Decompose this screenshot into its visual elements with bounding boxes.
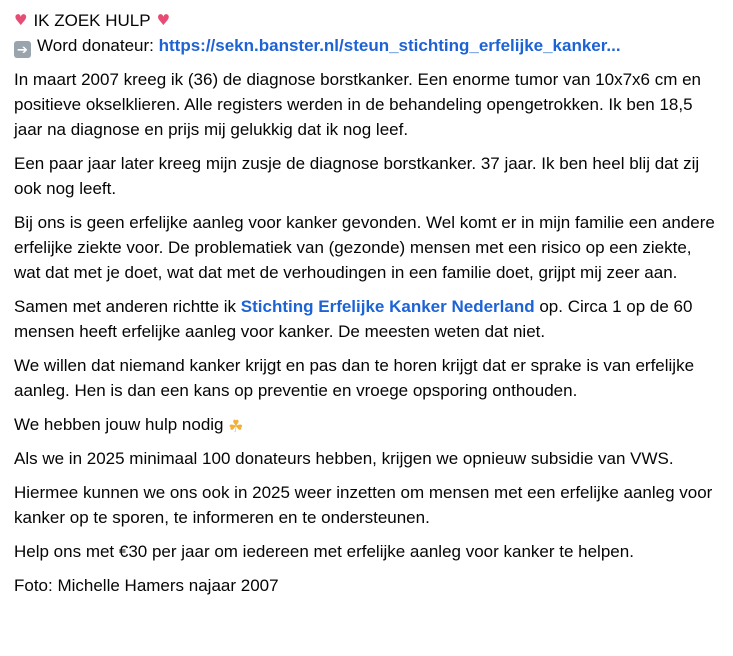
paragraph-mission: Hiermee kunnen we ons ook in 2025 weer inzetten om mensen met een erfelijke aanleg voor kanker op te sporen, te informeren en te ondersteunen. xyxy=(14,483,713,527)
foundation-text-after: op. Circa 1 op de 60 mensen heeft erfelijke aanleg voor kanker. De meesten weten dat niet. xyxy=(14,297,693,341)
heart-icon: ♥ xyxy=(156,11,171,29)
paragraph-photo-credit: Foto: Michelle Hamers najaar 2007 xyxy=(14,576,279,595)
paragraph-foundation xyxy=(14,294,719,344)
paragraph-help xyxy=(14,412,719,437)
paragraph-goal: We willen dat niemand kanker krijgt en pas dan te horen krijgt dat er sprake is van erfelijke aanleg. Hen is dan een kans op preventie en vroege opsporing onthouden. xyxy=(14,356,695,400)
paragraph-sister: Een paar jaar later kreeg mijn zusje de diagnose borstkanker. 37 jaar. Ik ben heel blij dat zij ook nog leeft. xyxy=(14,154,700,198)
donate-line xyxy=(14,33,719,58)
paragraph-donation-ask: Help ons met €30 per jaar om iedereen met erfelijke aanleg voor kanker te helpen. xyxy=(14,542,634,561)
praying-hands-icon: ☘ xyxy=(228,417,244,437)
donate-label: Word donateur: xyxy=(37,36,154,55)
paragraph-diagnosis: In maart 2007 kreeg ik (36) de diagnose borstkanker. Een enorme tumor van 10x7x6 cm en positieve okselklieren. Alle registers werden in de behandeling opengetrokken. Ik ben 18,5 jaar na diagnose en prijs mij gelukkig dat ik nog leef. xyxy=(14,70,701,139)
foundation-text-before: Samen met anderen richtte ik xyxy=(14,297,237,316)
paragraph-subsidy: Als we in 2025 minimaal 100 donateurs hebben, krijgen we opnieuw subsidie van VWS. xyxy=(14,449,674,468)
right-arrow-icon: ➔ xyxy=(14,41,31,58)
help-text: We hebben jouw hulp nodig xyxy=(14,415,224,434)
header-title-text: IK ZOEK HULP xyxy=(33,11,151,30)
post-header-title xyxy=(14,8,719,33)
heart-icon: ♥ xyxy=(14,11,28,29)
donate-link[interactable]: https://sekn.banster.nl/steun_stichting_erfelijke_kanker... xyxy=(158,36,621,55)
foundation-link[interactable]: Stichting Erfelijke Kanker Nederland xyxy=(240,297,535,316)
paragraph-hereditary: Bij ons is geen erfelijke aanleg voor kanker gevonden. Wel komt er in mijn familie een andere erfelijke ziekte voor. De problematiek van (gezonde) mensen met een risico op een ziekte, wat dat met je doet, wat dat met de verhoudingen in een familie doet, grijpt mij zeer aan. xyxy=(14,213,715,282)
